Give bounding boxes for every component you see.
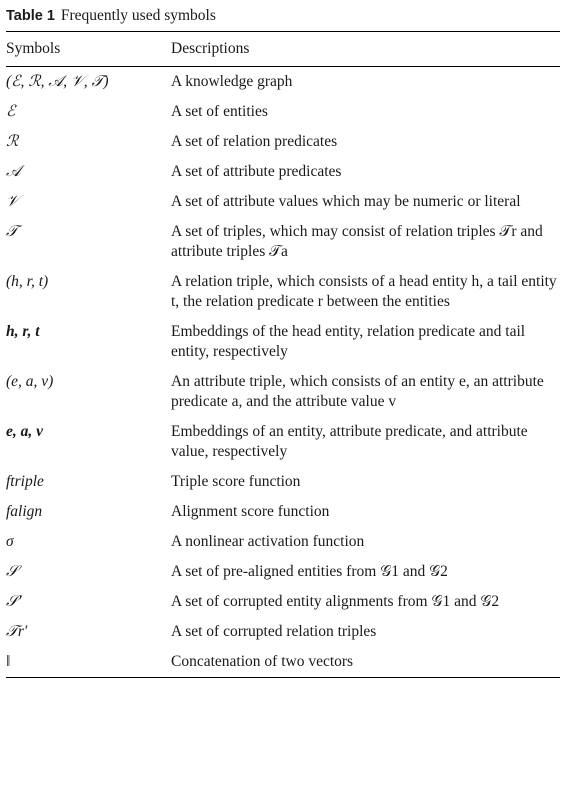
table-caption-text: Frequently used symbols (60, 7, 216, 24)
symbol-alignment-score: falign (6, 503, 43, 520)
table-header-row (6, 32, 560, 67)
table-row (6, 497, 560, 527)
table-row (6, 127, 560, 157)
symbol-cell (6, 467, 171, 497)
description-cell: A set of relation predicates (171, 133, 338, 150)
description-cell: A set of attribute predicates (171, 163, 342, 180)
table-row (6, 367, 560, 417)
symbol-cell (6, 367, 171, 417)
symbol-cell (6, 67, 171, 98)
table-row (6, 467, 560, 497)
symbol-cell (6, 267, 171, 317)
symbol-triples: 𝒯 (6, 223, 18, 240)
table-row (6, 97, 560, 127)
symbol-cell (6, 527, 171, 557)
symbol-relation-predicates: ℛ (6, 133, 19, 150)
table-row (6, 647, 560, 678)
symbols-table (6, 31, 560, 678)
symbol-cell (6, 417, 171, 467)
table-row (6, 267, 560, 317)
description-cell: A set of corrupted relation triples (171, 623, 377, 640)
symbol-knowledge-graph: (ℰ, ℛ, 𝒜, 𝒱, 𝒯) (6, 73, 109, 90)
table-row (6, 617, 560, 647)
symbol-relation-triple: (h, r, t) (6, 273, 49, 290)
header-descriptions: Descriptions (171, 40, 250, 57)
symbol-cell (6, 497, 171, 527)
description-cell: A set of corrupted entity alignments from 𝒢1 and 𝒢2 (171, 593, 500, 610)
table-row (6, 217, 560, 267)
table-row (6, 67, 560, 98)
symbol-cell (6, 157, 171, 187)
symbol-cell (6, 617, 171, 647)
symbol-cell (6, 317, 171, 367)
symbol-cell (6, 187, 171, 217)
description-cell: A set of entities (171, 103, 268, 120)
table-caption-label: Table 1 (6, 8, 55, 24)
description-cell: An attribute triple, which consists of an entity e, an attribute predicate a, and the attribute value v (171, 373, 544, 410)
symbol-triple-score: ftriple (6, 473, 44, 490)
symbol-cell (6, 217, 171, 267)
description-cell: A knowledge graph (171, 73, 293, 90)
symbol-activation: σ (6, 533, 14, 550)
table-row (6, 157, 560, 187)
symbol-cell (6, 557, 171, 587)
symbol-cell (6, 647, 171, 678)
symbol-pre-aligned: 𝒮 (6, 563, 18, 580)
table-row (6, 187, 560, 217)
symbol-attribute-triple: (e, a, v) (6, 373, 54, 390)
description-cell: Embeddings of an entity, attribute predicate, and attribute value, respectively (171, 423, 528, 460)
description-cell: A set of pre-aligned entities from 𝒢1 and 𝒢2 (171, 563, 448, 580)
symbol-cell (6, 587, 171, 617)
symbol-cell (6, 127, 171, 157)
description-cell: Embeddings of the head entity, relation predicate and tail entity, respectively (171, 323, 526, 360)
table-row (6, 587, 560, 617)
symbol-attribute-predicates: 𝒜 (6, 163, 21, 180)
symbol-corrupted-triples: 𝒯r′ (6, 623, 28, 640)
table-row (6, 557, 560, 587)
description-cell: A relation triple, which consists of a head entity h, a tail entity t, the relation predicate r between the entities (171, 273, 557, 310)
symbol-relation-embeddings: h, r, t (6, 323, 40, 340)
table-row (6, 317, 560, 367)
symbol-corrupted-alignments: 𝒮′ (6, 593, 22, 610)
table-row (6, 527, 560, 557)
description-cell: A set of attribute values which may be numeric or literal (171, 193, 521, 210)
description-cell: Concatenation of two vectors (171, 653, 354, 670)
table-row (6, 417, 560, 467)
description-cell: Alignment score function (171, 503, 330, 520)
symbol-attribute-values: 𝒱 (6, 193, 19, 210)
description-cell: Triple score function (171, 473, 301, 490)
description-cell: A set of triples, which may consist of relation triples 𝒯r and attribute triples 𝒯a (171, 223, 543, 260)
symbol-attribute-embeddings: e, a, v (6, 423, 44, 440)
header-symbols: Symbols (6, 40, 61, 57)
description-cell: A nonlinear activation function (171, 533, 365, 550)
symbol-entities: ℰ (6, 103, 16, 120)
table-caption (6, 6, 560, 28)
symbol-concatenation: ‖ (6, 653, 11, 670)
symbol-cell (6, 97, 171, 127)
